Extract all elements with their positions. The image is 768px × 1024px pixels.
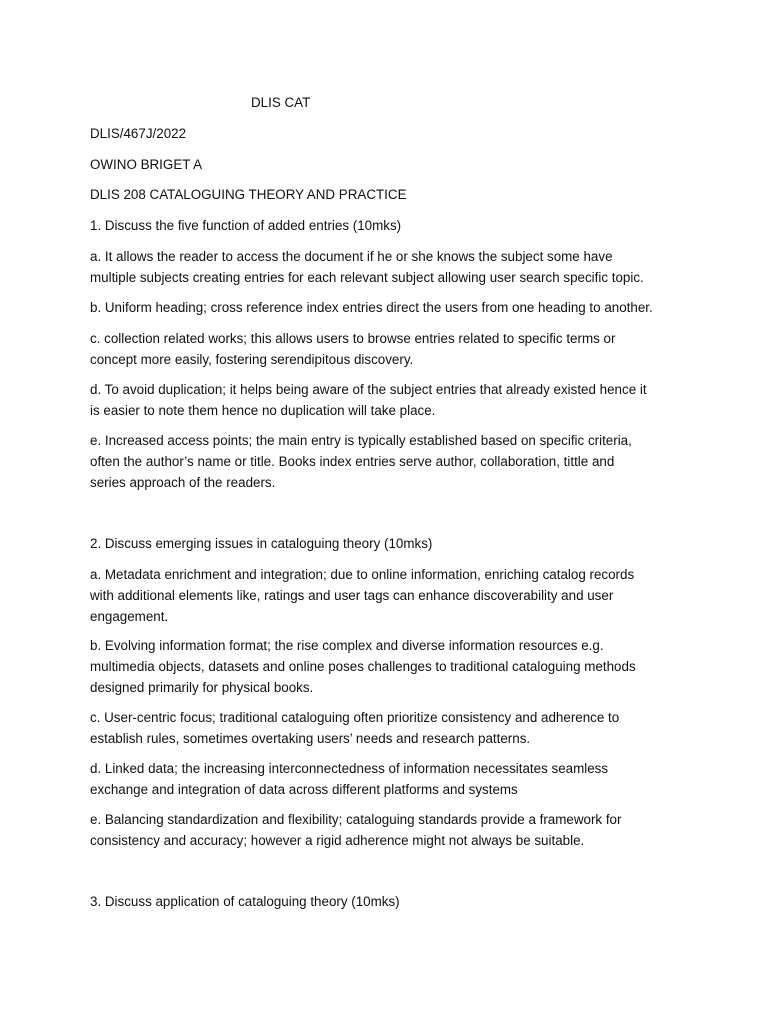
answer-2c-line-1: c. User-centric focus; traditional cataloguing often prioritize consistency and adherence to [90, 710, 620, 725]
answer-1b [90, 297, 690, 318]
answer-2b-line-2: multimedia objects, datasets and online poses challenges to traditional cataloguing methods [90, 659, 636, 674]
answer-1a [90, 246, 690, 288]
answer-1e-line-2: often the author’s name or title. Books index entries serve author, collaboration, tittle and [90, 454, 615, 469]
question-3: 3. Discuss application of cataloguing theory (10mks) [90, 894, 400, 909]
answer-1c-line-1: c. collection related works; this allows users to browse entries related to specific terms or [90, 331, 616, 346]
answer-2e-line-1: e. Balancing standardization and flexibility; cataloguing standards provide a framework for [90, 812, 622, 827]
answer-1e [90, 430, 690, 493]
answer-1e-line-3: series approach of the readers. [90, 475, 276, 490]
answer-2e [90, 809, 690, 851]
answer-2b-line-1: b. Evolving information format; the rise complex and diverse information resources e.g. [90, 638, 604, 653]
question-2: 2. Discuss emerging issues in cataloguing theory (10mks) [90, 536, 433, 551]
answer-2a-line-3: engagement. [90, 609, 169, 624]
question-1: 1. Discuss the five function of added entries (10mks) [90, 218, 402, 233]
answer-2d-line-1: d. Linked data; the increasing interconnectedness of information necessitates seamless [90, 761, 609, 776]
answer-2d-line-2: exchange and integration of data across different platforms and systems [90, 782, 518, 797]
answer-2e-line-2: consistency and accuracy; however a rigid adherence might not always be suitable. [90, 833, 585, 848]
answer-2a-line-1: a. Metadata enrichment and integration; due to online information, enriching catalog records [90, 567, 635, 582]
registration-number: DLIS/467J/2022 [90, 126, 187, 141]
answer-1d [90, 379, 690, 421]
answer-1a-line-2: multiple subjects creating entries for each relevant subject allowing user search specific topic. [90, 270, 644, 285]
answer-1b-line-1: b. Uniform heading; cross reference index entries direct the users from one heading to another. [90, 300, 653, 315]
document-title: DLIS CAT [251, 95, 311, 110]
answer-2c-line-2: establish rules, sometimes overtaking users’ needs and research patterns. [90, 731, 531, 746]
course-title: DLIS 208 CATALOGUING THEORY AND PRACTICE [90, 187, 407, 202]
answer-1d-line-2: is easier to note them hence no duplication will take place. [90, 403, 436, 418]
answer-2b [90, 635, 690, 698]
answer-1a-line-1: a. It allows the reader to access the document if he or she knows the subject some have [90, 249, 613, 264]
student-name: OWINO BRIGET A [90, 157, 203, 172]
answer-1c [90, 328, 690, 370]
answer-2a-line-2: with additional elements like, ratings and user tags can enhance discoverability and user [90, 588, 614, 603]
answer-1d-line-1: d. To avoid duplication; it helps being aware of the subject entries that already existed hence it [90, 382, 647, 397]
answer-2d [90, 758, 690, 800]
answer-2c [90, 707, 690, 749]
answer-2b-line-3: designed primarily for physical books. [90, 680, 314, 695]
answer-1e-line-1: e. Increased access points; the main entry is typically established based on specific criteria, [90, 433, 632, 448]
answer-2a [90, 564, 690, 627]
answer-1c-line-2: concept more easily, fostering serendipitous discovery. [90, 352, 414, 367]
